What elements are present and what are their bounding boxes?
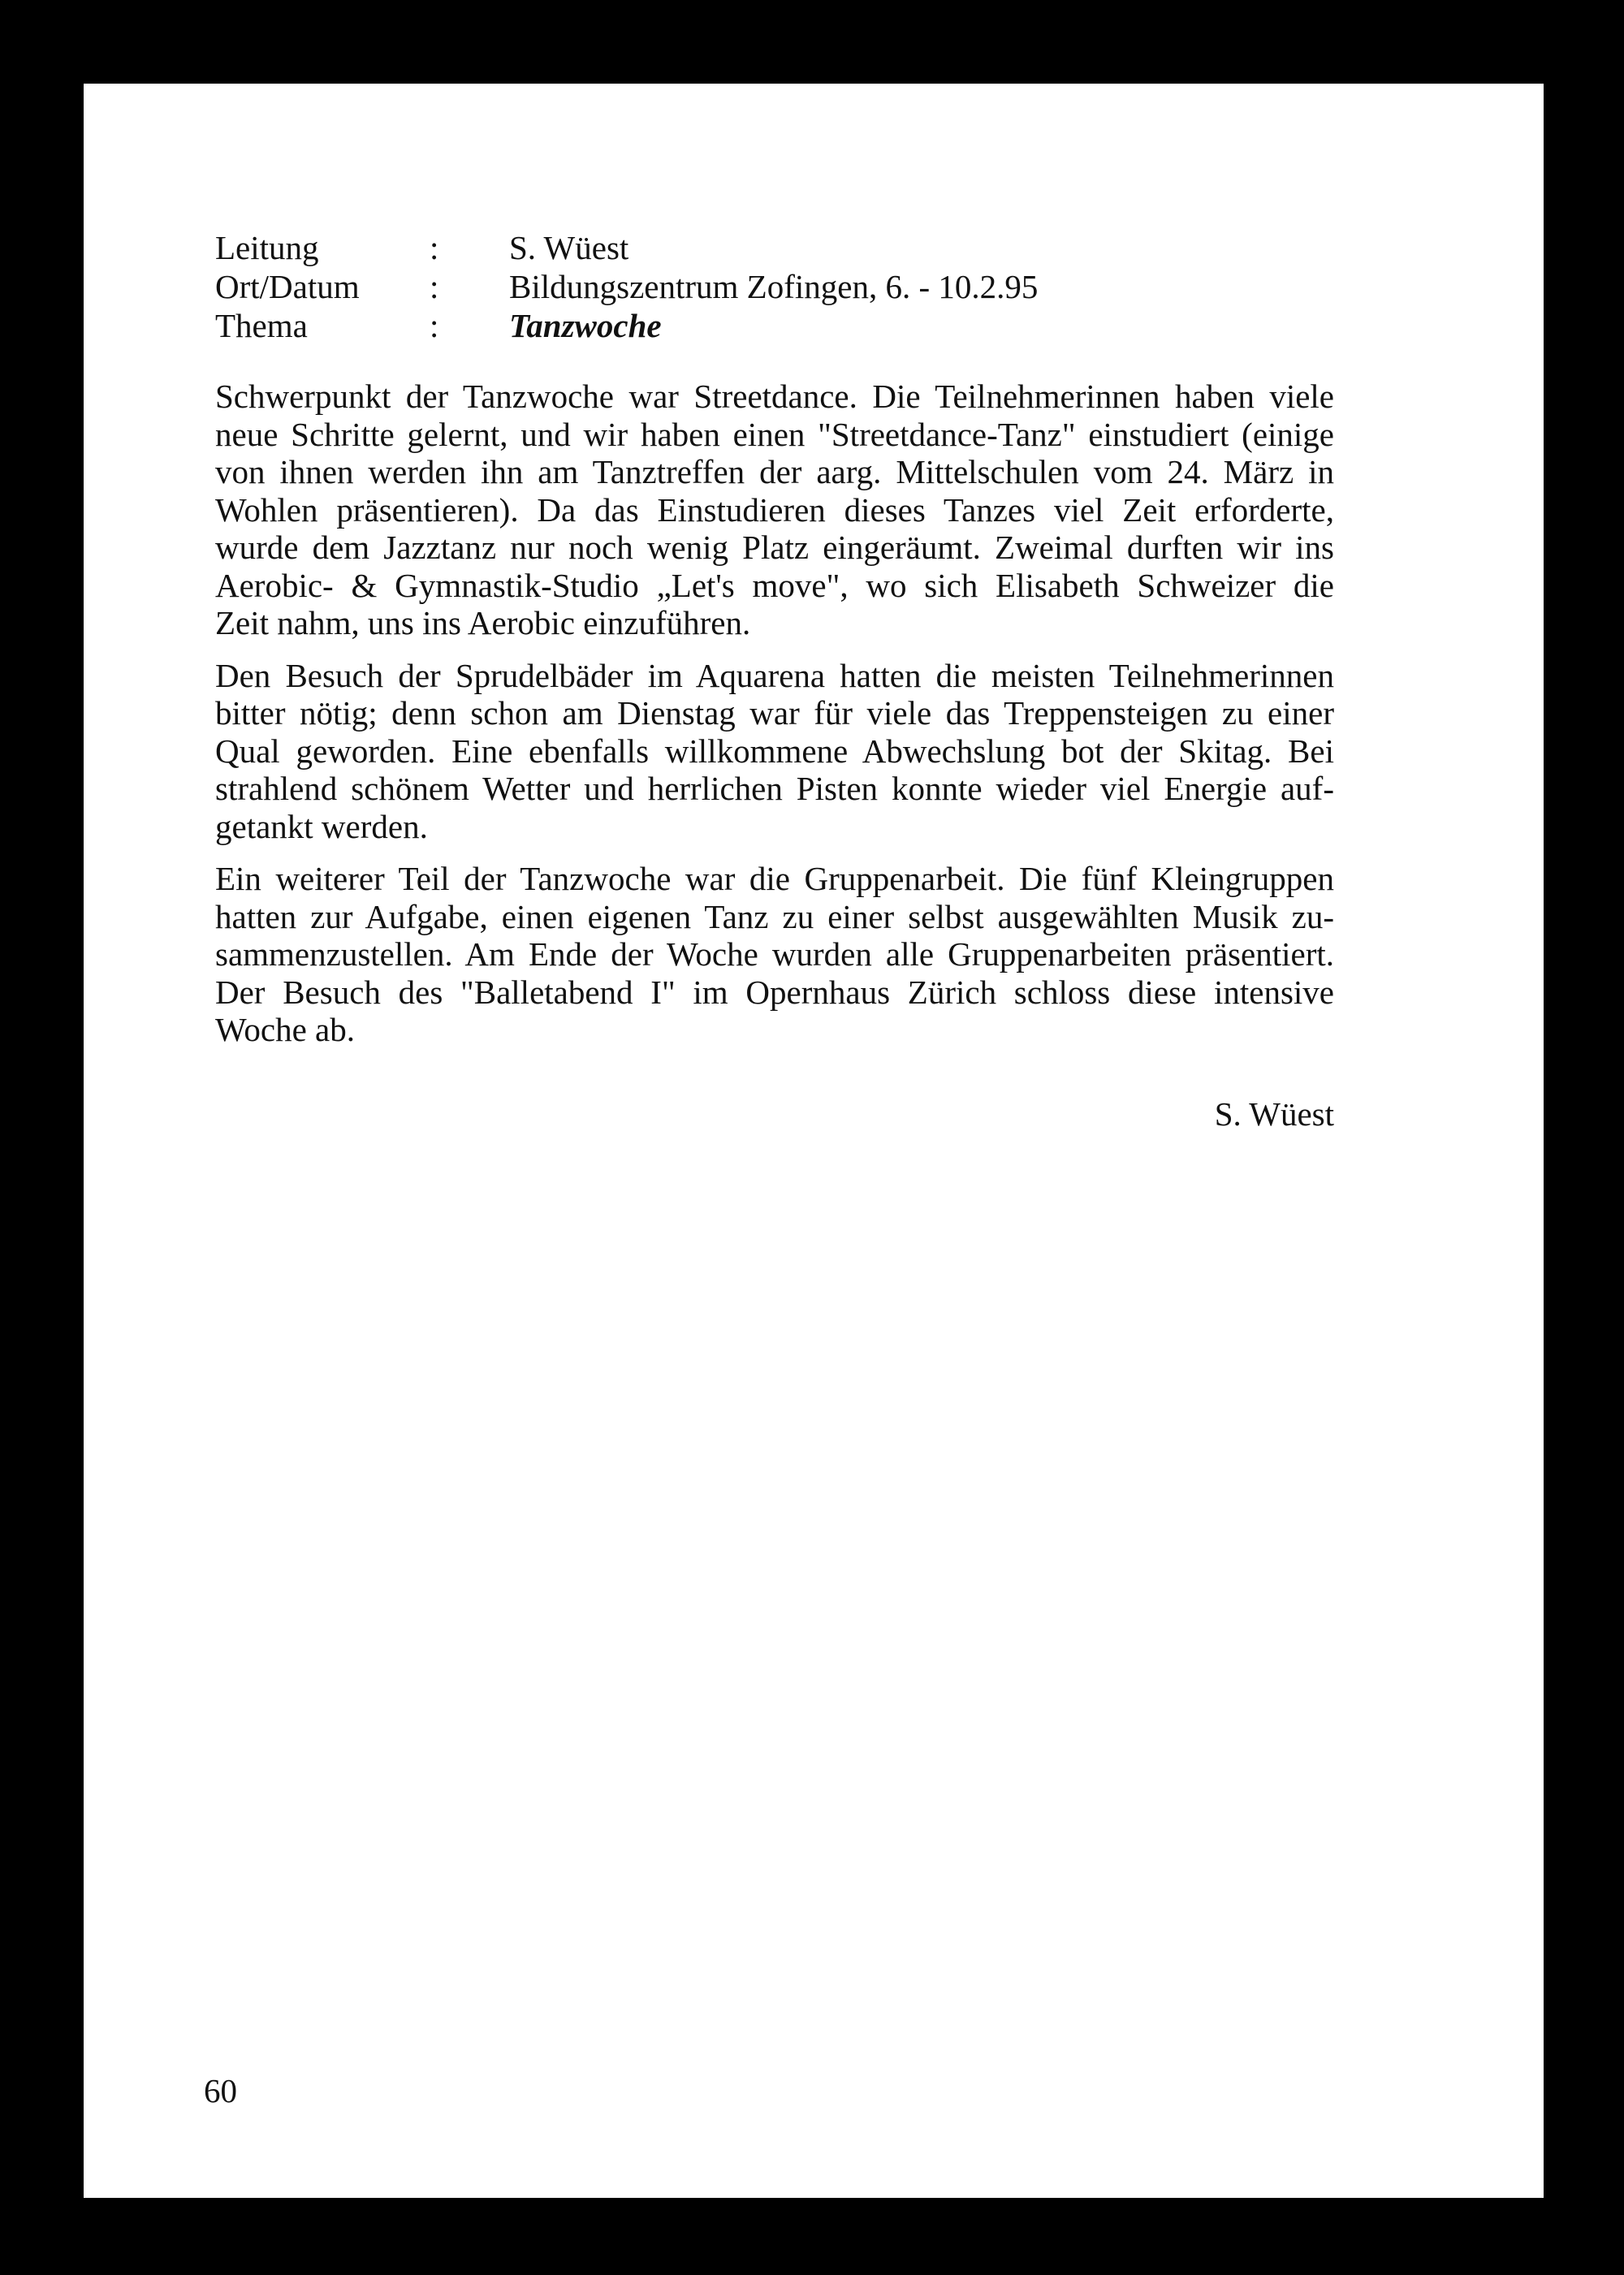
- text-line: hatten zur Aufgabe, einen eigenen Tanz zu einer selbst ausgewählten Musik zu-: [215, 897, 1334, 935]
- text-line: Wohlen präsentieren). Da das Einstudieren dieses Tanzes viel Zeit erforderte,: [215, 490, 1334, 529]
- meta-label: Thema: [215, 307, 308, 344]
- text-line: Woche ab.: [215, 1011, 356, 1048]
- topic-title: Tanzwoche: [509, 307, 662, 344]
- text-line: getankt werden.: [215, 807, 428, 845]
- text-line: sammenzustellen. Am Ende der Woche wurden alle Gruppenarbeiten präsentiert.: [215, 935, 1334, 973]
- text-line: bitter nötig; denn schon am Dienstag war für viele das Treppensteigen zu einer: [215, 694, 1334, 732]
- document-page: [84, 84, 1544, 2198]
- paragraph-gruppenarbeit: [215, 860, 1334, 1049]
- meta-label: Ort/Datum: [215, 268, 360, 305]
- meta-colon: :: [430, 268, 439, 305]
- text-line: Qual geworden. Eine ebenfalls willkommene Abwechslung bot der Skitag. Bei: [215, 732, 1334, 770]
- text-line: Der Besuch des "Balletabend I" im Opernhaus Zürich schloss diese intensive: [215, 973, 1334, 1011]
- meta-value: S. Wüest: [509, 229, 629, 266]
- body-text: [215, 378, 1334, 1064]
- text-line: Zeit nahm, uns ins Aerobic einzuführen.: [215, 604, 751, 641]
- meta-label: Leitung: [215, 229, 319, 266]
- paragraph-streetdance: [215, 378, 1334, 642]
- text-line: Den Besuch der Sprudelbäder im Aquarena hatten die meisten Teilnehmerinnen: [215, 656, 1334, 694]
- paragraph-aquarena: [215, 657, 1334, 846]
- meta-block: [215, 228, 1352, 345]
- meta-row-leitung: [215, 228, 1352, 267]
- meta-colon: :: [430, 307, 439, 344]
- meta-value: Bildungszentrum Zofingen, 6. - 10.2.95: [509, 268, 1039, 305]
- text-line: Ein weiterer Teil der Tanzwoche war die Gruppenarbeit. Die fünf Kleingruppen: [215, 860, 1334, 897]
- meta-row-thema: [215, 306, 1352, 345]
- text-line: von ihnen werden ihn am Tanztreffen der aarg. Mittelschulen vom 24. März in: [215, 453, 1334, 490]
- text-line: Aerobic- & Gymnastik-Studio „Let's move", wo sich Elisabeth Schweizer die: [215, 566, 1334, 604]
- text-line: Schwerpunkt der Tanzwoche war Streetdance. Die Teilnehmerinnen haben viele: [215, 378, 1334, 415]
- page-number: 60: [204, 2072, 237, 2109]
- signature: S. Wüest: [1214, 1095, 1334, 1133]
- meta-colon: :: [430, 229, 439, 266]
- text-line: strahlend schönem Wetter und herrlichen Pisten konnte wieder viel Energie auf-: [215, 770, 1334, 807]
- text-line: neue Schritte gelernt, und wir haben einen "Streetdance-Tanz" einstudiert (einige: [215, 415, 1334, 453]
- text-line: wurde dem Jazztanz nur noch wenig Platz eingeräumt. Zweimal durften wir ins: [215, 529, 1334, 566]
- meta-row-ort-datum: [215, 267, 1352, 306]
